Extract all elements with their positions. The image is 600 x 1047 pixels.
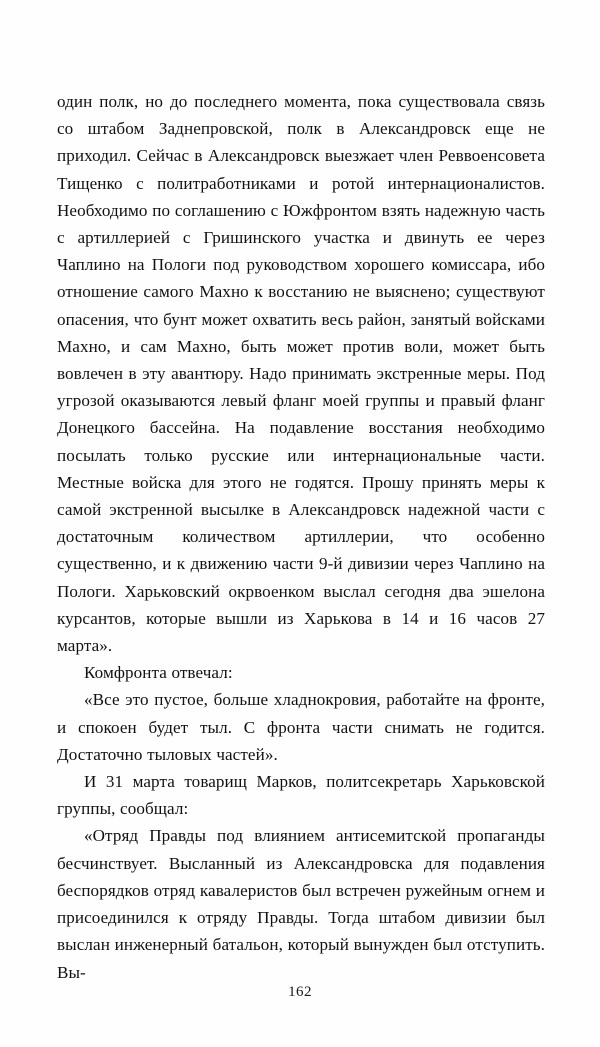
page-text-block (57, 88, 545, 986)
page-number: 162 (288, 984, 312, 1000)
paragraph-telegram-continuation: один полк, но до последнего момента, пока существовала связь со штабом Заднепровской, полк в Александровск еще не приходил. Сейчас в Александровск выезжает член Реввоенсовета Тищенко с политработниками и ротой интернационалистов. Необходимо по соглашению с Южфронтом взять надежную часть с артиллерией с Гришинского участка и двинуть ее через Чаплино на Пологи под руководством хорошего комиссара, ибо отношение самого Махно к восстанию не выяснено; существуют опасения, что бунт может охватить весь район, занятый войсками Махно, и сам Махно, быть может против воли, может быть вовлечен в эту авантюру. Надо принимать экстренные меры. Под угрозой оказываются левый фланг моей группы и правый фланг Донецкого бассейна. На подавление восстания необходимо посылать только русские или интернациональные части. Местные войска для этого не годятся. Прошу принять меры к самой экстренной высылке в Александровск надежной части с достаточным количеством артиллерии, что особенно существенно, и к движению части 9-й дивизии через Чаплино на Пологи. Харьковский окрвоенком выслал сегодня два эшелона курсантов, которые вышли из Харькова в 14 и 16 часов 27 марта». (57, 92, 545, 656)
paragraph-komfronta-lead: Комфронта отвечал: (84, 663, 233, 683)
paragraph-markov-quote: «Отряд Правды под влиянием антисемитской пропаганды бесчинствует. Высланный из Александровска для подавления беспорядков отряд кавалеристов был встречен ружейным огнем и присоединился к отряду Правды. Тогда штабом дивизии был выслан инженерный батальон, который вынужден был отступить. Вы- (57, 826, 545, 982)
paragraph-markov-lead: И 31 марта товарищ Марков, политсекретарь Харьковской группы, сообщал: (57, 772, 545, 819)
paragraph-komfronta-quote: «Все это пустое, больше хладнокровия, работайте на фронте, и спокоен будет тыл. С фронта части снимать не годится. Достаточно тыловых частей». (57, 690, 545, 764)
